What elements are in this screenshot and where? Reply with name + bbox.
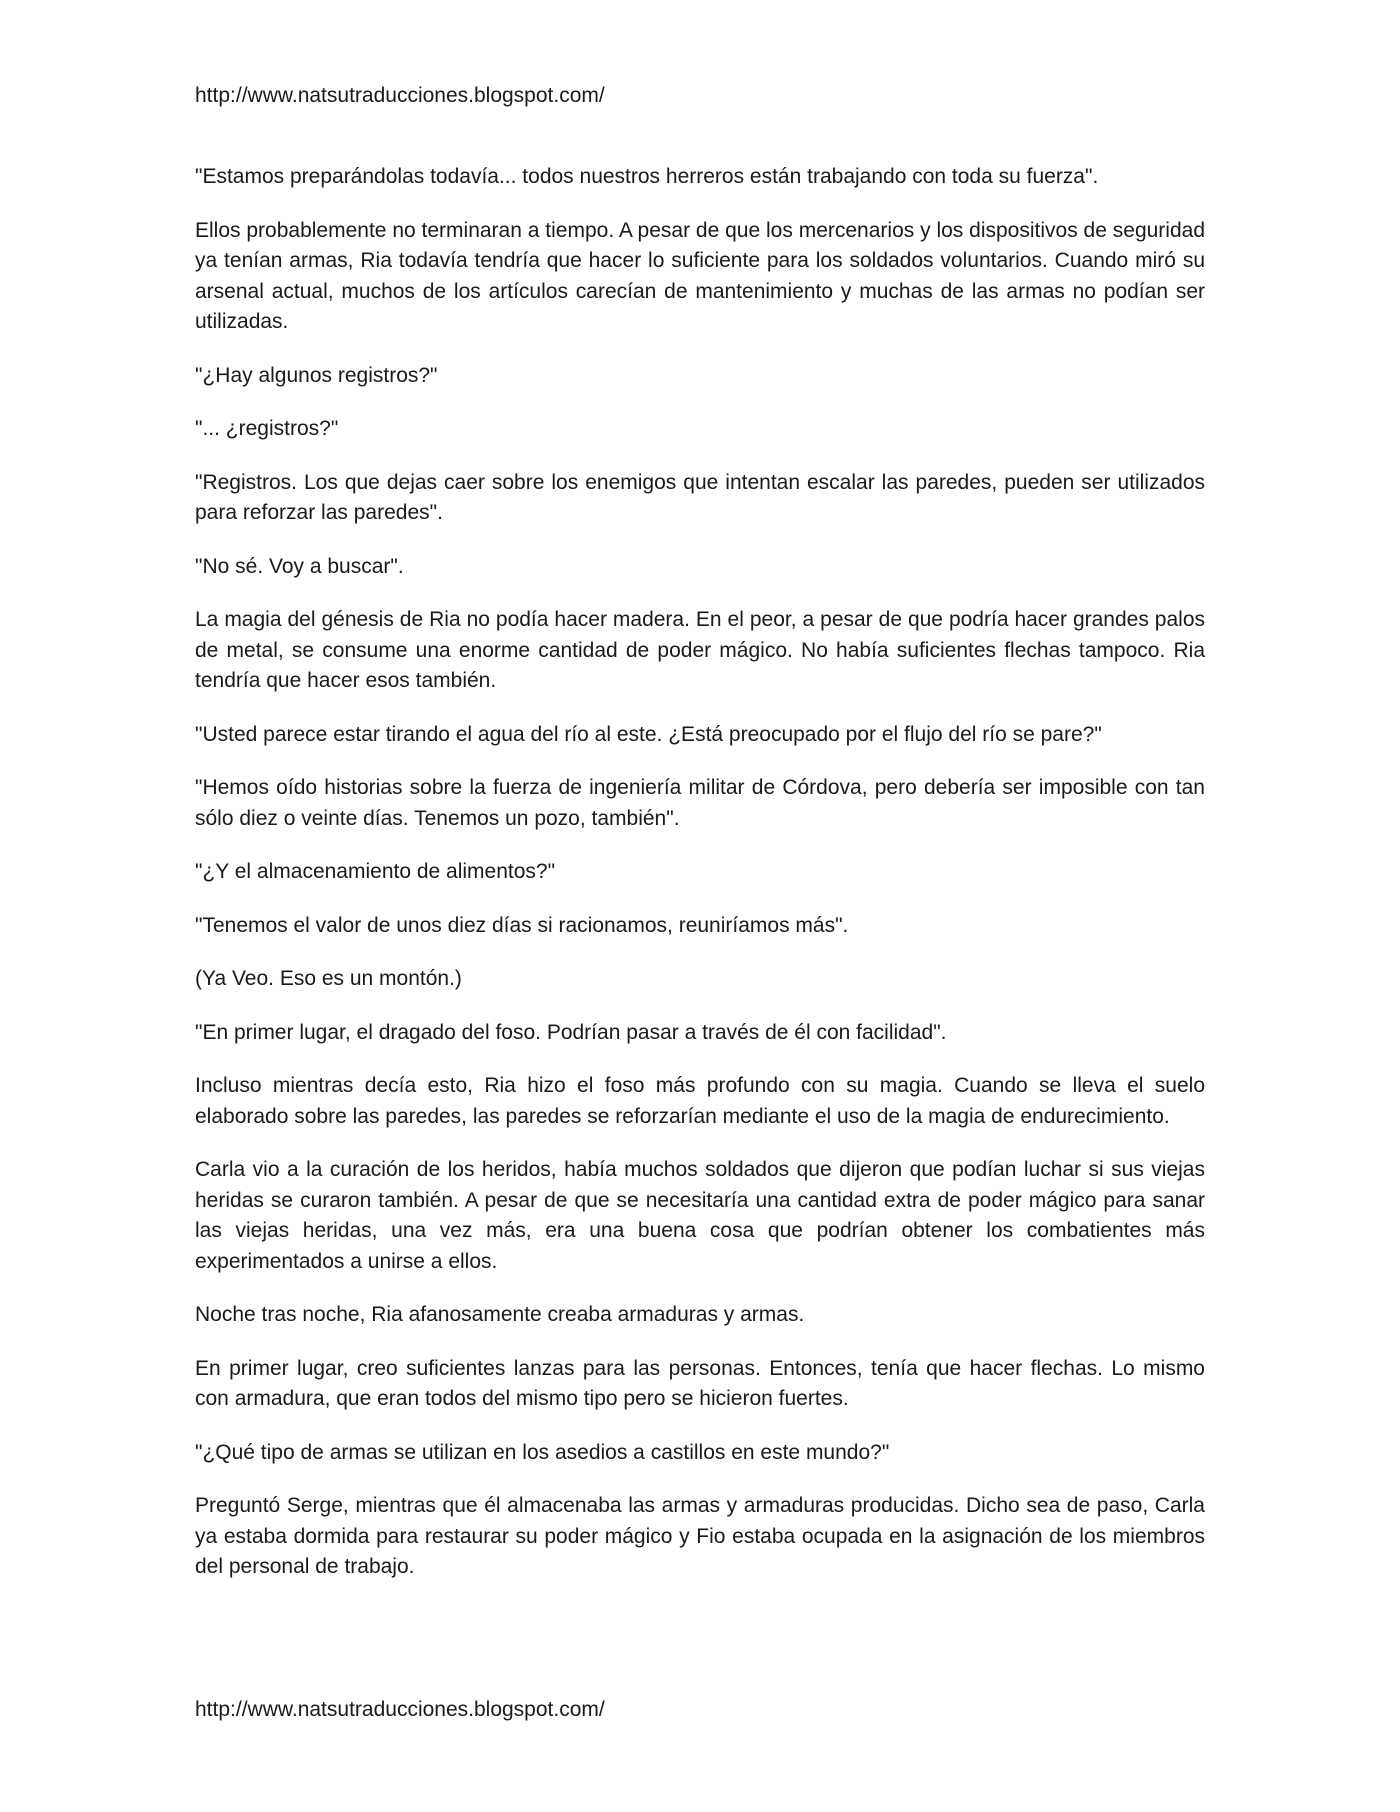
paragraph: "Estamos preparándolas todavía... todos nuestros herreros están trabajando con toda su fuerza". (195, 165, 1099, 188)
paragraph: Carla vio a la curación de los heridos, había muchos soldados que dijeron que podían luchar si sus viejas heridas se curaron también. A pesar de que se necesitaría una cantidad extra de poder mágico para sanar las viejas heridas, una vez más, era una buena cosa que podrían obtener los combatientes más experimentados a unirse a ellos. (195, 1158, 1205, 1273)
paragraph: "Tenemos el valor de unos diez días si racionamos, reuniríamos más". (195, 913, 849, 937)
paragraph: "Registros. Los que dejas caer sobre los enemigos que intentan escalar las paredes, pueden ser utilizados para reforzar las paredes". (195, 470, 1205, 524)
paragraph: "En primer lugar, el dragado del foso. Podrían pasar a través de él con facilidad". (195, 1020, 947, 1044)
paragraph: Preguntó Serge, mientras que él almacenaba las armas y armaduras producidas. Dicho sea de paso, Carla ya estaba dormida para restaurar su poder mágico y Fio estaba ocupada en la asignación de los miembros del personal de trabajo. (195, 1494, 1205, 1578)
paragraph: "Usted parece estar tirando el agua del río al este. ¿Está preocupado por el flujo del río se pare?" (195, 722, 1102, 746)
document-body (195, 162, 1205, 1606)
paragraph: "¿Hay algunos registros?" (195, 363, 438, 387)
paragraph: Incluso mientras decía esto, Ria hizo el foso más profundo con su magia. Cuando se lleva el suelo elaborado sobre las paredes, las paredes se reforzarían mediante el uso de la magia de endurecimiento. (195, 1074, 1205, 1128)
paragraph: "Hemos oído historias sobre la fuerza de ingeniería militar de Córdova, pero debería ser imposible con tan sólo diez o veinte días. Tenemos un pozo, también". (195, 776, 1205, 830)
paragraph: Ellos probablemente no terminaran a tiempo. A pesar de que los mercenarios y los dispositivos de seguridad ya tenían armas, Ria todavía tendría que hacer lo suficiente para los soldados voluntarios. Cuando miró su arsenal actual, muchos de los artículos carecían de mantenimiento y muchas de las armas no podían ser utilizadas. (195, 218, 1205, 333)
paragraph: "... ¿registros?" (195, 417, 339, 440)
paragraph: La magia del génesis de Ria no podía hacer madera. En el peor, a pesar de que podría hacer grandes palos de metal, se consume una enorme cantidad de poder mágico. No había suficientes flechas tampoco. Ria tendría que hacer esos también. (195, 608, 1205, 692)
paragraph: (Ya Veo. Eso es un montón.) (195, 967, 462, 990)
header-url: http://www.natsutraducciones.blogspot.com/ (195, 84, 605, 107)
paragraph: "¿Qué tipo de armas se utilizan en los asedios a castillos en este mundo?" (195, 1440, 890, 1464)
footer-url: http://www.natsutraducciones.blogspot.com/ (195, 1698, 605, 1721)
paragraph: "No sé. Voy a buscar". (195, 554, 404, 578)
paragraph: En primer lugar, creo suficientes lanzas para las personas. Entonces, tenía que hacer flechas. Lo mismo con armadura, que eran todos del mismo tipo pero se hicieron fuertes. (195, 1356, 1205, 1410)
paragraph: Noche tras noche, Ria afanosamente creaba armaduras y armas. (195, 1303, 805, 1326)
paragraph: "¿Y el almacenamiento de alimentos?" (195, 860, 556, 883)
